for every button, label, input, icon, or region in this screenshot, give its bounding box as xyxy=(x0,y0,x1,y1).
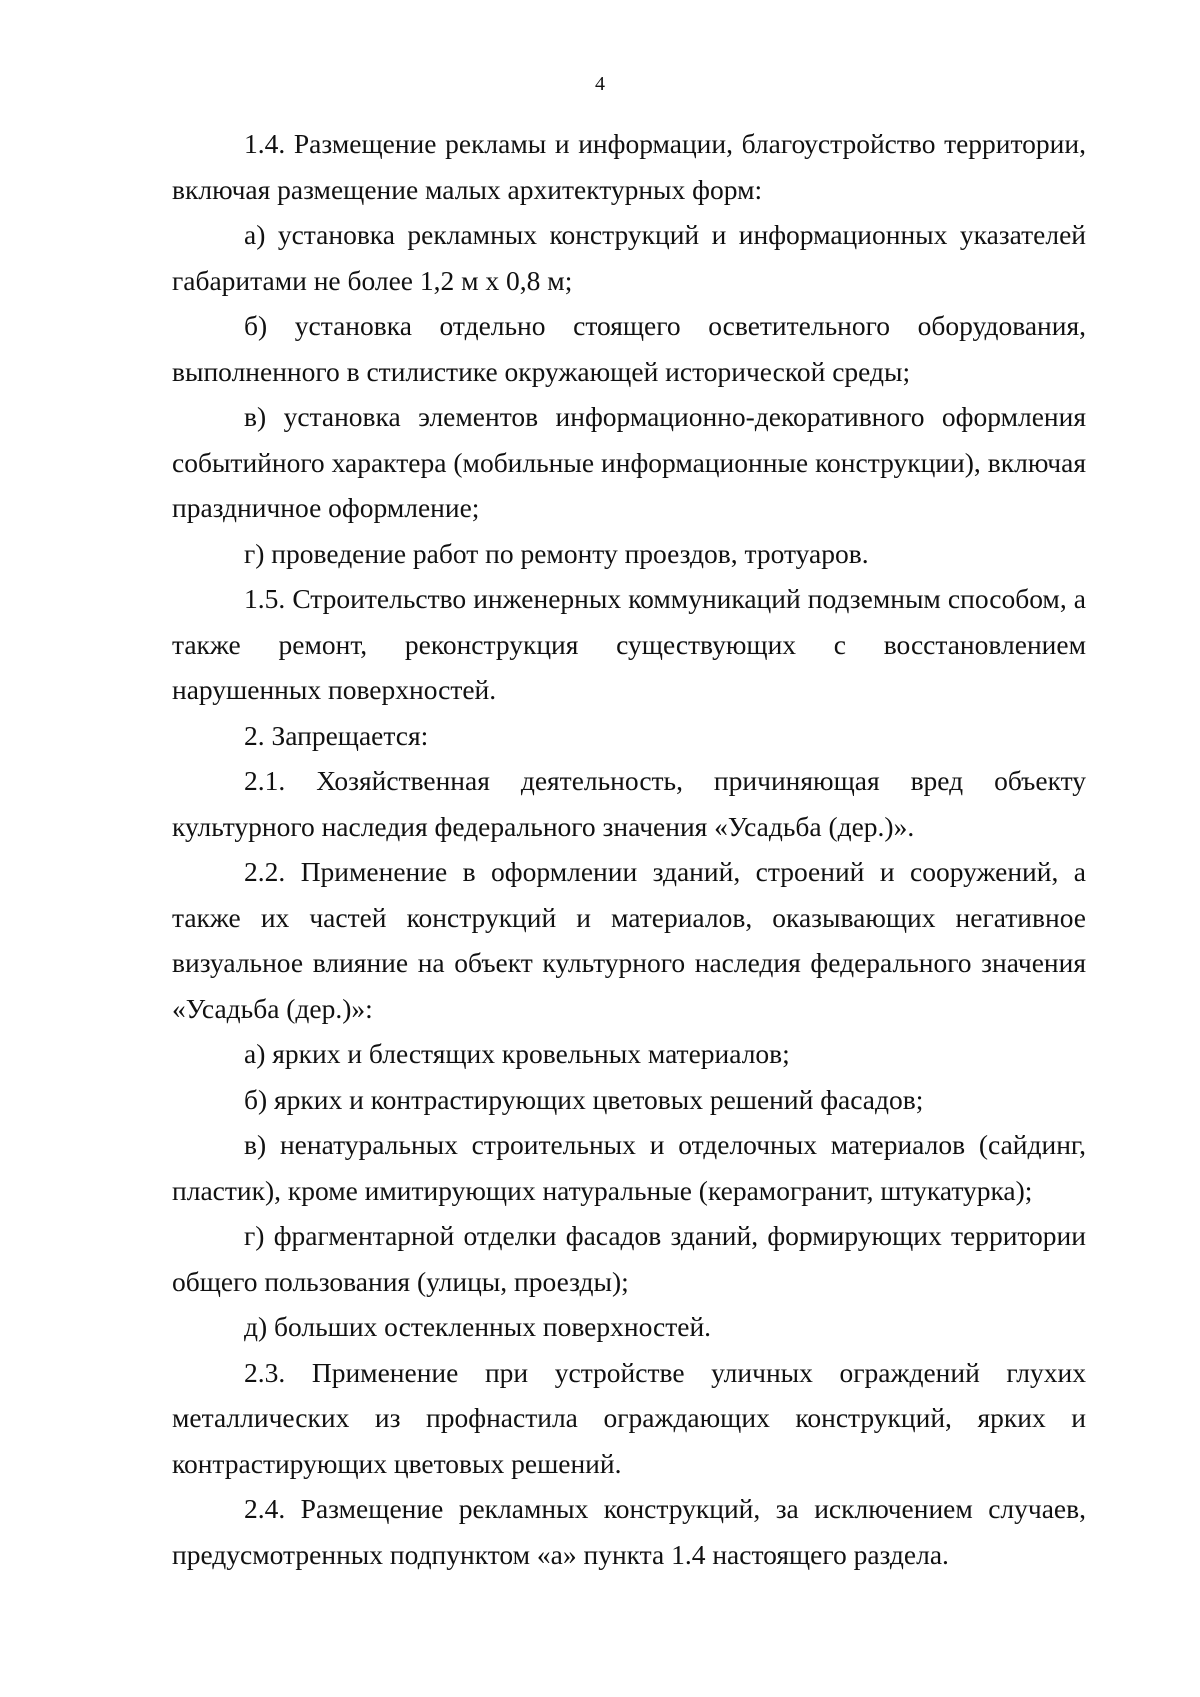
paragraph-2-2: 2.2. Применение в оформлении зданий, строений и сооружений, а также их частей конструкций и материалов, оказывающих негативное визуальное влияние на объект культурного наследия федерального значения «Усадьба (дер.)»: xyxy=(172,856,1086,1024)
paragraph-2-2-v: в) ненатуральных строительных и отделочных материалов (сайдинг, пластик), кроме имитирующих натуральные (керамогранит, штукатурка); xyxy=(172,1129,1086,1206)
paragraph-2-3: 2.3. Применение при устройстве уличных ограждений глухих металлических из профнастила ограждающих конструкций, ярких и контрастирующих цветовых решений. xyxy=(172,1356,1086,1479)
paragraph-1-4: 1.4. Размещение рекламы и информации, благоустройство территории, включая размещение малых архитектурных форм: xyxy=(172,128,1086,205)
paragraph-2-2-d: д) больших остекленных поверхностей. xyxy=(244,1311,712,1342)
paragraph-1-4-v: в) установка элементов информационно-декоративного оформления событийного характера (мобильные информационные конструкции), включая праздничное оформление; xyxy=(172,401,1086,523)
paragraph-1-4-a: а) установка рекламных конструкций и информационных указателей габаритами не более 1,2 м х 0,8 м; xyxy=(172,219,1086,296)
page-number: 4 xyxy=(595,73,605,95)
paragraph-1-4-g: г) проведение работ по ремонту проездов, тротуаров. xyxy=(244,537,869,569)
paragraph-2-4: 2.4. Размещение рекламных конструкций, за исключением случаев, предусмотренных подпунктом «а» пункта 1.4 настоящего раздела. xyxy=(172,1493,1086,1570)
paragraph-2-2-b: б) ярких и контрастирующих цветовых решений фасадов; xyxy=(244,1083,924,1115)
paragraph-2-1: 2.1. Хозяйственная деятельность, причиняющая вред объекту культурного наследия федерального значения «Усадьба (дер.)». xyxy=(172,765,1086,842)
paragraph-2-2-a: а) ярких и блестящих кровельных материалов; xyxy=(244,1038,790,1069)
document-body xyxy=(172,121,1086,1577)
paragraph-1-5: 1.5. Строительство инженерных коммуникаций подземным способом, а также ремонт, реконструкция существующих с восстановлением нарушенных поверхностей. xyxy=(172,583,1086,705)
paragraph-2-2-g: г) фрагментарной отделки фасадов зданий, формирующих территории общего пользования (улицы, проезды); xyxy=(172,1220,1086,1297)
paragraph-1-4-b: б) установка отдельно стоящего осветительного оборудования, выполненного в стилистике окружающей исторической среды; xyxy=(172,310,1086,387)
paragraph-2: 2. Запрещается: xyxy=(244,719,429,751)
